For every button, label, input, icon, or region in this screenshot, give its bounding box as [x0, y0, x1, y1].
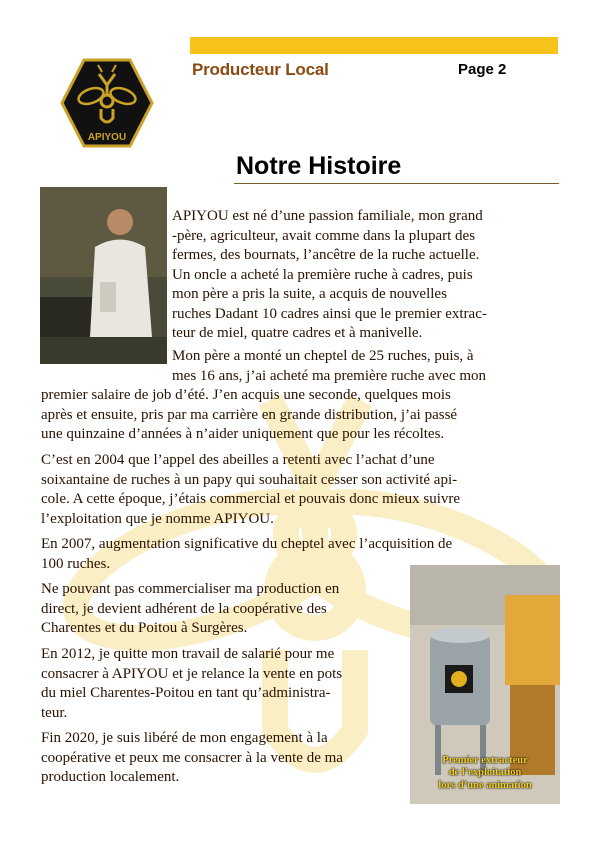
page-title: Notre Histoire	[236, 152, 402, 180]
paragraph-line: Charentes et du Poitou à Surgères.	[41, 620, 248, 636]
paragraph-line: Ne pouvant pas commercialiser ma production en	[41, 581, 340, 597]
paragraph-7	[41, 729, 343, 788]
caption-line: Premier extracteur	[442, 754, 528, 766]
paragraph-1	[172, 207, 487, 344]
paragraph-line: teur de miel, quatre cadres et à manivelle.	[172, 325, 423, 341]
paragraph-line: En 2007, augmentation significative du cheptel avec l’acquisition de	[41, 536, 453, 552]
paragraph-line: direct, je devient adhérent de la coopérative des	[41, 600, 327, 617]
paragraph-5	[41, 580, 339, 639]
paragraph-line: Mon père a monté un cheptel de 25 ruches, puis, à	[172, 348, 474, 364]
caption-line: lors d’une animation	[438, 779, 532, 791]
paragraph-2a	[172, 347, 486, 386]
paragraph-line: Fin 2020, je suis libéré de mon engagement à la	[41, 730, 328, 746]
paragraph-line: après et ensuite, pris par ma carrière en grande distribution, j’ai passé	[41, 406, 458, 423]
paragraph-line: C’est en 2004 que l’appel des abeilles a retenti avec l’achat d’une	[41, 452, 435, 468]
paragraph-line: APIYOU est né d’une passion familiale, mon grand	[172, 208, 483, 224]
header-accent-bar	[190, 37, 558, 54]
paragraph-line: premier salaire de job d’été. J’en acquis une seconde, quelques mois	[41, 387, 451, 403]
paragraph-line: -père, agriculteur, avait comme dans la plupart des	[172, 227, 476, 244]
paragraph-line: ruches Dadant 10 cadres ainsi que le premier extrac-	[172, 305, 487, 322]
paragraph-2b	[41, 386, 457, 445]
paragraph-line: une quinzaine d’années à n’aider uniquement que pour les récoltes.	[41, 426, 445, 442]
paragraph-4	[41, 535, 452, 574]
logo-text: APIYOU	[87, 132, 127, 143]
beekeeper-photo	[40, 187, 167, 364]
paragraph-line: coopérative et peux me consacrer à la vente de ma	[41, 749, 343, 766]
paragraph-line: Un oncle a acheté la première ruche à cadres, puis	[172, 266, 473, 283]
paragraph-line: consacrer à APIYOU et je relance la vente en pots	[41, 665, 343, 682]
paragraph-line: mes 16 ans, j’ai acheté ma première ruche avec mon	[172, 367, 487, 384]
paragraph-line: du miel Charentes-Poitou en tant qu’administra-	[41, 685, 331, 701]
paragraph-line: mon père a pris la suite, a acquis de nouvelles	[172, 286, 447, 302]
paragraph-line: soixantaine de ruches à un papy qui souhaitait cesser son activité api-	[41, 471, 458, 488]
paragraph-3	[41, 451, 460, 529]
paragraph-line: production localement.	[41, 769, 180, 785]
paragraph-line: teur.	[41, 704, 68, 721]
paragraph-line: En 2012, je quitte mon travail de salarié pour me	[41, 646, 335, 662]
paragraph-6	[41, 645, 342, 723]
paragraph-line: cole. A cette époque, j’étais commercial et pouvais donc mieux suivre	[41, 491, 461, 507]
honey-extractor-photo	[410, 565, 560, 804]
title-divider	[234, 183, 559, 184]
caption-line: de l’exploitation	[448, 767, 522, 778]
paragraph-line: l’exploitation que je nomme APIYOU.	[41, 510, 274, 527]
photo-caption	[410, 755, 560, 793]
bee-hexagon-logo-icon	[60, 58, 154, 148]
paragraph-line: 100 ruches.	[41, 555, 111, 572]
paragraph-line: fermes, des bournats, l’ancêtre de la ruche actuelle.	[172, 247, 480, 263]
page-number: Page 2	[458, 61, 507, 78]
header-title: Producteur Local	[192, 60, 329, 79]
